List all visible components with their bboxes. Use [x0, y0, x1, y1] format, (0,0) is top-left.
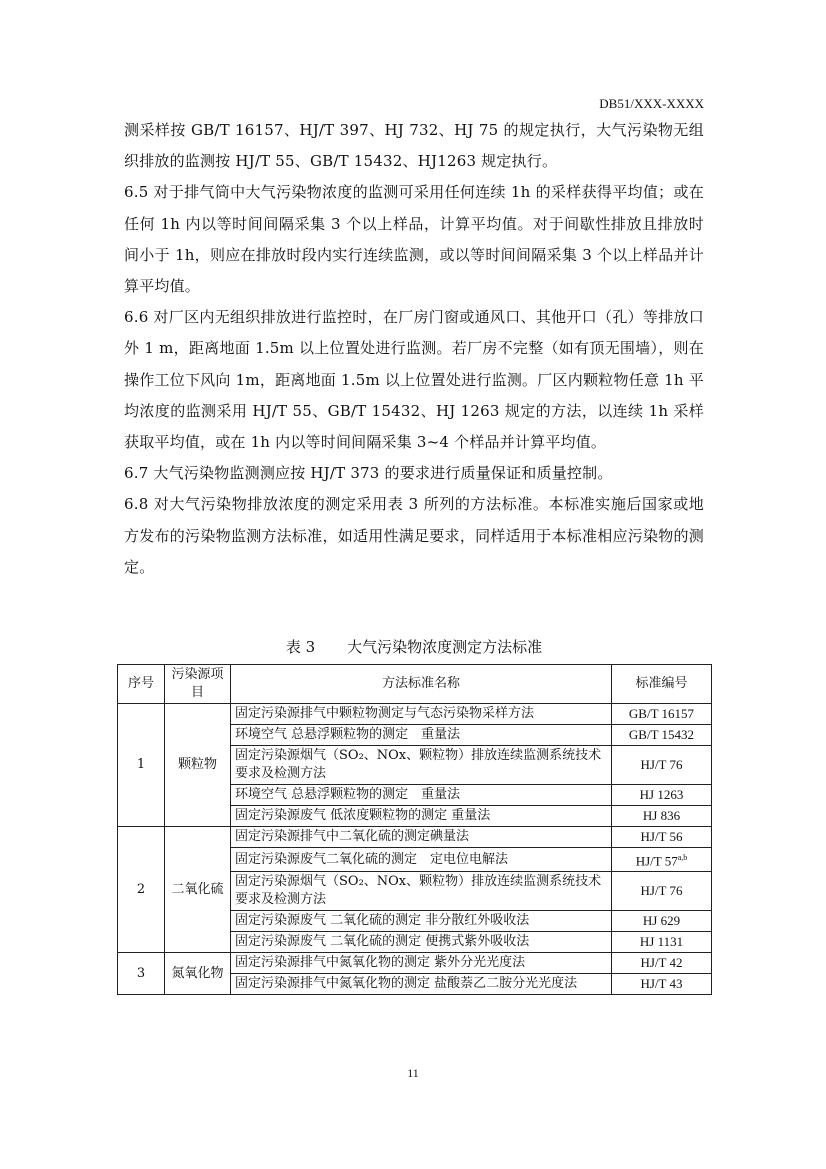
paragraph: 6.8 对大气污染物排放浓度的测定采用表 3 所列的方法标准。本标准实施后国家或地方发布的污染物监测方法标准，如适用性满足要求，同样适用于本标准相应污染物的测定。 [124, 495, 704, 576]
cell-method: 固定污染源排气中氮氧化物的测定 紫外分光光度法 [231, 953, 612, 974]
cell-code [612, 932, 712, 953]
cell-code [612, 953, 712, 974]
cell-code [612, 785, 712, 806]
cell-num: 3 [118, 953, 165, 995]
header-num: 序号 [118, 665, 165, 704]
table-row [118, 827, 712, 848]
code-text: HJ/T 43 [640, 976, 683, 992]
document-code: DB51/XXX-XXXX [599, 96, 704, 111]
header-code: 标准编号 [612, 665, 712, 704]
cell-method: 固定污染源烟气（SO₂、NOx、颗粒物）排放连续监测系统技术要求及检测方法 [231, 746, 612, 785]
code-text: HJ 629 [642, 913, 681, 929]
code-text: HJ/T 76 [640, 757, 683, 772]
table-caption [117, 637, 711, 657]
cell-code [612, 872, 712, 911]
cell-method: 固定污染源排气中二氧化硫的测定碘量法 [231, 827, 612, 848]
table-header-row [118, 665, 712, 704]
code-text: GB/T 16157 [628, 706, 695, 721]
table-body [118, 704, 712, 995]
cell-method: 固定污染源烟气（SO₂、NOx、颗粒物）排放连续监测系统技术要求及检测方法 [231, 872, 612, 911]
table-row [118, 953, 712, 974]
cell-code [612, 704, 712, 725]
cell-pollutant: 氮氧化物 [165, 953, 231, 995]
paragraph: 6.7 大气污染物监测测应按 HJ/T 373 的要求进行质量保证和质量控制。 [124, 464, 613, 483]
cell-pollutant: 颗粒物 [165, 704, 231, 827]
cell-method: 固定污染源排气中氮氧化物的测定 盐酸萘乙二胺分光光度法 [231, 974, 612, 995]
header-pollutant: 污染源项目 [165, 665, 231, 704]
cell-code [612, 974, 712, 995]
table-row [118, 704, 712, 725]
header-method: 方法标准名称 [231, 665, 612, 704]
code-text: HJ/T 56 [640, 829, 683, 844]
code-text: HJ/T 76 [640, 883, 683, 899]
cell-code [612, 746, 712, 785]
page-number: 11 [407, 1066, 419, 1080]
cell-code [612, 911, 712, 932]
code-text: HJ 836 [642, 808, 681, 823]
method-standards-table [117, 664, 712, 995]
code-text: HJ 1131 [639, 934, 684, 950]
cell-method: 环境空气 总悬浮颗粒物的测定 重量法 [231, 725, 612, 746]
cell-num: 1 [118, 704, 165, 827]
paragraph: 6.6 对厂区内无组织排放进行监控时，在厂房门窗或通风口、其他开口（孔）等排放口外 1 m，距离地面 1.5m 以上位置处进行监测。若厂房不完整（如有顶无围墙），则在操作工位下风向 1m，距离地面 1.5m 以上位置处进行监测。厂区内颗粒物任意 1h 平均浓度的监测采用 HJ/T 55、GB/T 15432、HJ 1263 规定的方法，以连续 1h 采样获取平均值，或在 1h 内以等时间间隔采集 3~4 个样品并计算平均值。 [124, 308, 704, 452]
code-text: GB/T 15432 [628, 727, 695, 742]
cell-pollutant: 二氧化硫 [165, 827, 231, 953]
table-label: 表 3 [285, 638, 316, 656]
cell-method: 环境空气 总悬浮颗粒物的测定 重量法 [231, 785, 612, 806]
paragraph: 测采样按 GB/T 16157、HJ/T 397、HJ 732、HJ 75 的规定执行，大气污染物无组织排放的监测按 HJ/T 55、GB/T 15432、HJ1263 规定执行。 [124, 121, 704, 171]
cell-method: 固定污染源排气中颗粒物测定与气态污染物采样方法 [231, 704, 612, 725]
cell-code [612, 725, 712, 746]
code-text: HJ 1263 [639, 787, 684, 802]
paragraph: 6.5 对于排气筒中大气污染物浓度的监测可采用任何连续 1h 的采样获得平均值；或在任何 1h 内以等时间间隔采集 3 个以上样品，计算平均值。对于间歇性排放且排放时间小于 1h，则应在排放时段内实行连续监测，或以等时间间隔采集 3 个以上样品并计算平均值。 [124, 183, 704, 296]
cell-code [612, 848, 712, 872]
body-text [124, 115, 704, 583]
code-text: HJ/T 57 [635, 853, 678, 869]
cell-method: 固定污染源废气 低浓度颗粒物的测定 重量法 [231, 806, 612, 827]
cell-method: 固定污染源废气 二氧化硫的测定 便携式紫外吸收法 [231, 932, 612, 953]
code-text: HJ/T 42 [640, 955, 683, 971]
cell-method: 固定污染源废气二氧化硫的测定 定电位电解法 [231, 848, 612, 872]
table-title: 大气污染物浓度测定方法标准 [347, 638, 543, 656]
code-footnote-mark: a,b [677, 853, 688, 862]
cell-method: 固定污染源废气 二氧化硫的测定 非分散红外吸收法 [231, 911, 612, 932]
cell-code [612, 827, 712, 848]
cell-num: 2 [118, 827, 165, 953]
cell-code [612, 806, 712, 827]
